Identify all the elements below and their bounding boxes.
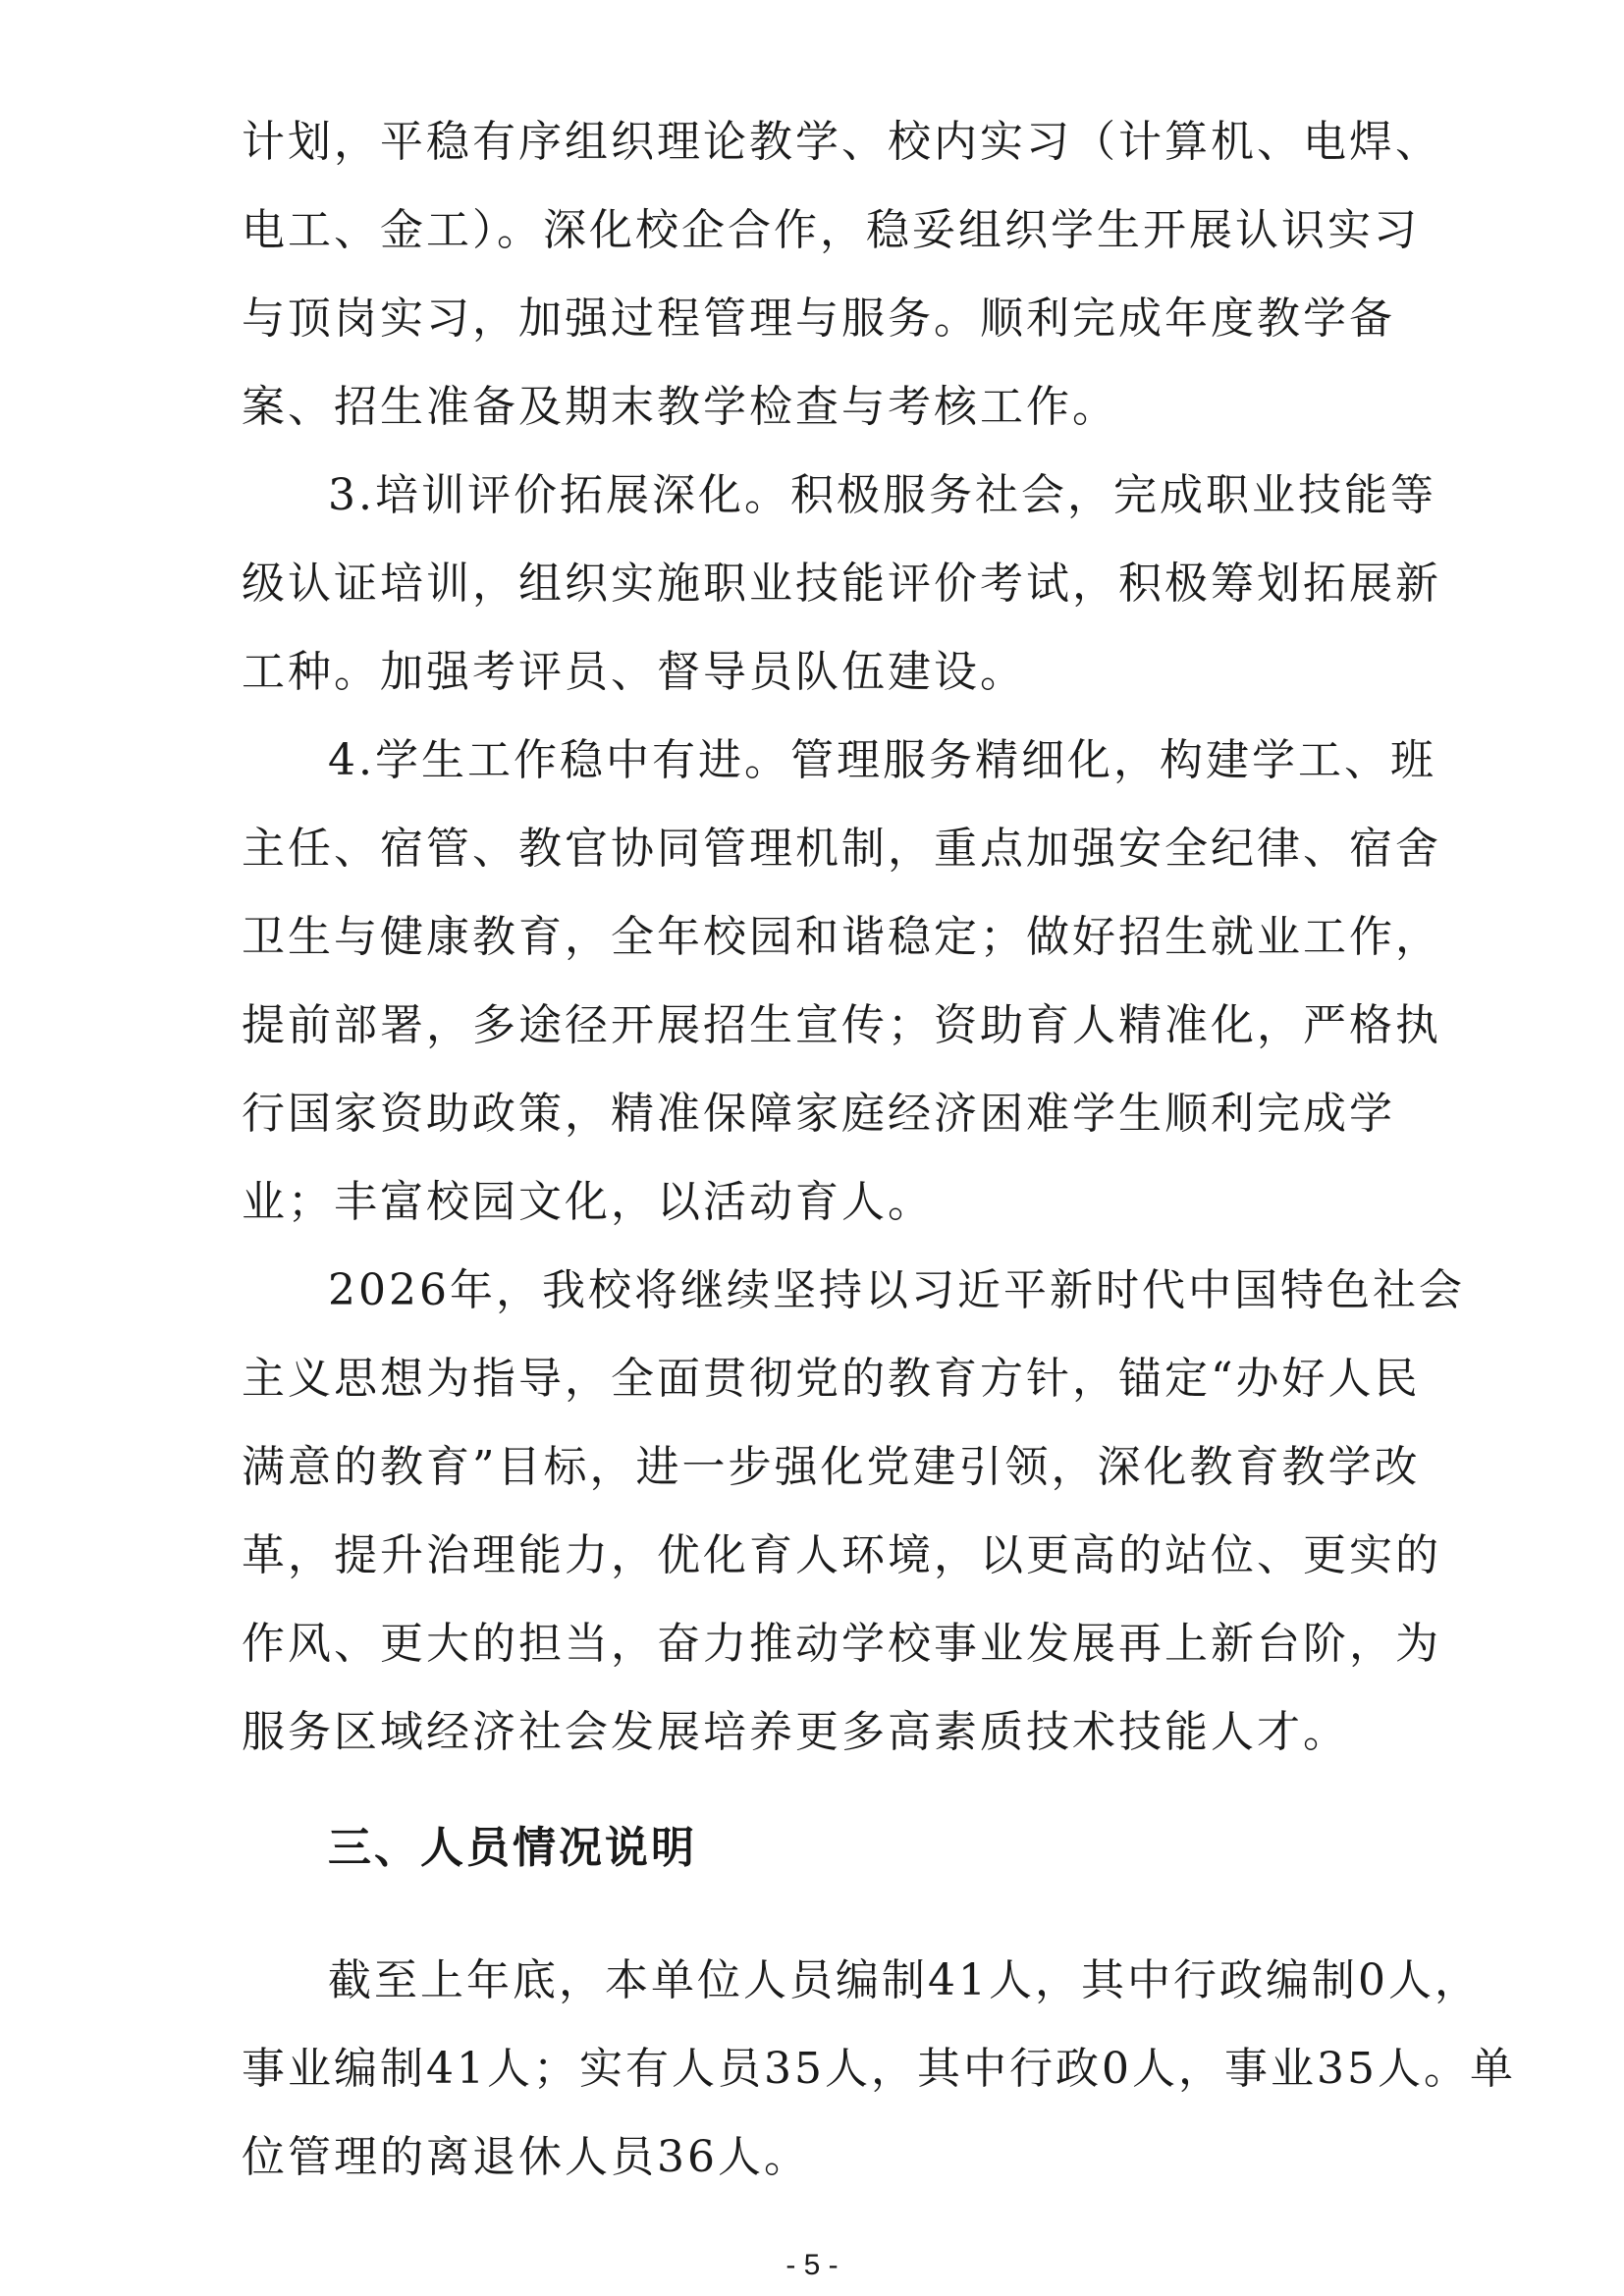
- page-number: - 5 -: [785, 2249, 839, 2281]
- body-line: 主任、宿管、教官协同管理机制，重点加强安全纪律、宿舍: [242, 824, 1441, 874]
- body-line: 卫生与健康教育，全年校园和谐稳定；做好招生就业工作，: [242, 912, 1441, 962]
- body-line: 工种。加强考评员、督导员队伍建设。: [242, 647, 1026, 697]
- body-line: 业；丰富校园文化，以活动育人。: [242, 1177, 934, 1227]
- paragraph-start-line: 3.培训评价拓展深化。积极服务社会，完成职业技能等: [328, 470, 1436, 520]
- body-line: 与顶岗实习，加强过程管理与服务。顺利完成年度教学备: [242, 294, 1395, 344]
- body-line: 提前部署，多途径开展招生宣传；资助育人精准化，严格执: [242, 1000, 1441, 1050]
- body-line: 服务区域经济社会发展培养更多高素质技术技能人才。: [242, 1707, 1349, 1757]
- body-line: 革，提升治理能力，优化育人环境，以更高的站位、更实的: [242, 1530, 1441, 1580]
- paragraph-start-line: 2026年，我校将继续坚持以习近平新时代中国特色社会: [328, 1265, 1465, 1315]
- body-line: 位管理的离退休人员36人。: [242, 2132, 810, 2182]
- body-line: 电工、金工）。深化校企合作，稳妥组织学生开展认识实习: [242, 205, 1420, 255]
- paragraph-start-line: 4.学生工作稳中有进。管理服务精细化，构建学工、班: [328, 735, 1436, 785]
- body-line: 级认证培训，组织实施职业技能评价考试，积极筹划拓展新: [242, 559, 1441, 609]
- paragraph-start-line: 截至上年底，本单位人员编制41人，其中行政编制0人，: [328, 1955, 1481, 2005]
- body-line: 计划，平稳有序组织理论教学、校内实习（计算机、电焊、: [242, 117, 1441, 167]
- body-line: 主义思想为指导，全面贯彻党的教育方针，锚定“办好人民: [242, 1354, 1421, 1404]
- body-line: 案、招生准备及期末教学检查与考核工作。: [242, 382, 1118, 432]
- body-line: 行国家资助政策，精准保障家庭经济困难学生顺利完成学: [242, 1089, 1395, 1139]
- body-line: 事业编制41人；实有人员35人，其中行政0人，事业35人。单: [242, 2044, 1516, 2094]
- body-line: 满意的教育”目标，进一步强化党建引领，深化教育教学改: [242, 1442, 1421, 1492]
- body-line: 作风、更大的担当，奋力推动学校事业发展再上新台阶，为: [242, 1619, 1441, 1669]
- section-heading: 三、人员情况说明: [328, 1823, 697, 1873]
